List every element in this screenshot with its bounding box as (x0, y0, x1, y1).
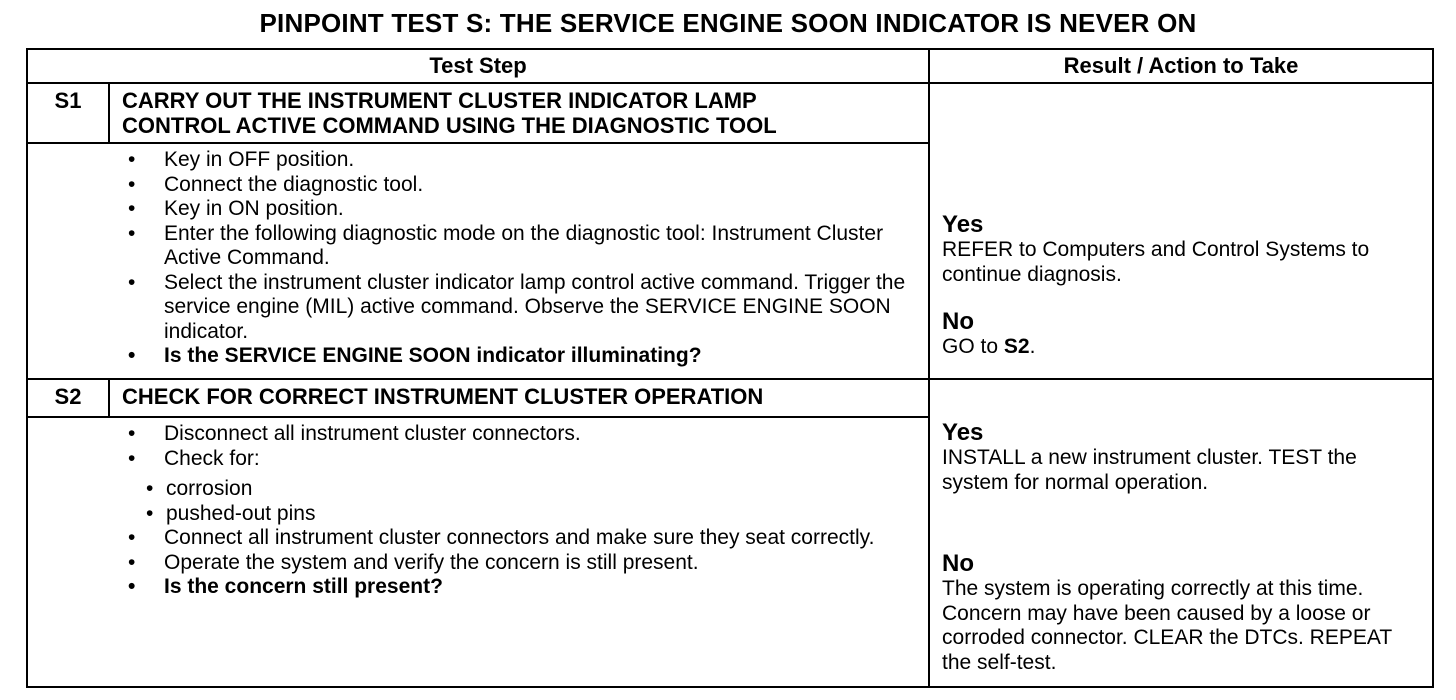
list-item: • Select the instrument cluster indicator lamp control active command. Trigger the service engine (MIL) active command. Observe the SERVICE ENGINE SOON indicator. (124, 271, 918, 345)
step-s2-sub-list (144, 477, 918, 526)
sub-list-item: • pushed-out pins (144, 502, 918, 527)
step-s1-result (929, 83, 1433, 379)
step-s2-heading-row (27, 379, 1433, 417)
table-header-row (27, 49, 1433, 83)
step-s1-heading-line2: CONTROL ACTIVE COMMAND USING THE DIAGNOSTIC TOOL (122, 113, 777, 138)
column-header-result: Result / Action to Take (929, 49, 1433, 83)
step-s1-body (27, 143, 929, 379)
list-item-question: • Is the concern still present? (124, 575, 918, 600)
list-item: • Disconnect all instrument cluster connectors. (124, 422, 918, 447)
s2-yes-text: INSTALL a new instrument cluster. TEST the system for normal operation. (942, 446, 1357, 494)
list-item: • Check for: • corrosion • pushed-out pins (124, 447, 918, 527)
s1-no-label: No (942, 308, 975, 335)
s1-yes-label: Yes (942, 211, 984, 238)
s1-no-text: GO to S2. (942, 335, 1036, 358)
step-s1-heading-row (27, 83, 1433, 143)
s2-yes-label: Yes (942, 419, 984, 446)
step-s2-body (27, 417, 929, 687)
list-item: • Connect all instrument cluster connectors and make sure they seat correctly. (124, 526, 918, 551)
s1-yes-text: REFER to Computers and Control Systems to continue diagnosis. (942, 238, 1370, 286)
list-item: • Connect the diagnostic tool. (124, 173, 918, 198)
page-title: PINPOINT TEST S: THE SERVICE ENGINE SOON INDICATOR IS NEVER ON (259, 8, 1197, 38)
list-item: • Key in ON position. (124, 197, 918, 222)
list-item: • Operate the system and verify the concern is still present. (124, 551, 918, 576)
list-item: • Enter the following diagnostic mode on the diagnostic tool: Instrument Cluster Active Command. (124, 222, 918, 271)
s2-no-text: The system is operating correctly at this time. Concern may have been caused by a loose or corroded connector. CLEAR the DTCs. REPEAT the self-test. (942, 577, 1392, 674)
sub-list-item: • corrosion (144, 477, 918, 502)
list-item: • Key in OFF position. (124, 148, 918, 173)
column-header-test-step: Test Step (27, 49, 929, 83)
step-s2-bullet-list (124, 422, 918, 600)
step-s2-heading: CHECK FOR CORRECT INSTRUMENT CLUSTER OPERATION (109, 379, 929, 417)
step-id-s2: S2 (27, 379, 109, 417)
step-s1-heading-line1: CARRY OUT THE INSTRUMENT CLUSTER INDICATOR LAMP (122, 88, 757, 113)
step-s1-heading (109, 83, 929, 143)
s2-no-label: No (942, 550, 975, 577)
step-s1-bullet-list (124, 148, 918, 369)
step-id-s1: S1 (27, 83, 109, 143)
step-s2-result (929, 379, 1433, 687)
list-item-question: • Is the SERVICE ENGINE SOON indicator illuminating? (124, 344, 918, 369)
pinpoint-test-table (26, 48, 1434, 688)
